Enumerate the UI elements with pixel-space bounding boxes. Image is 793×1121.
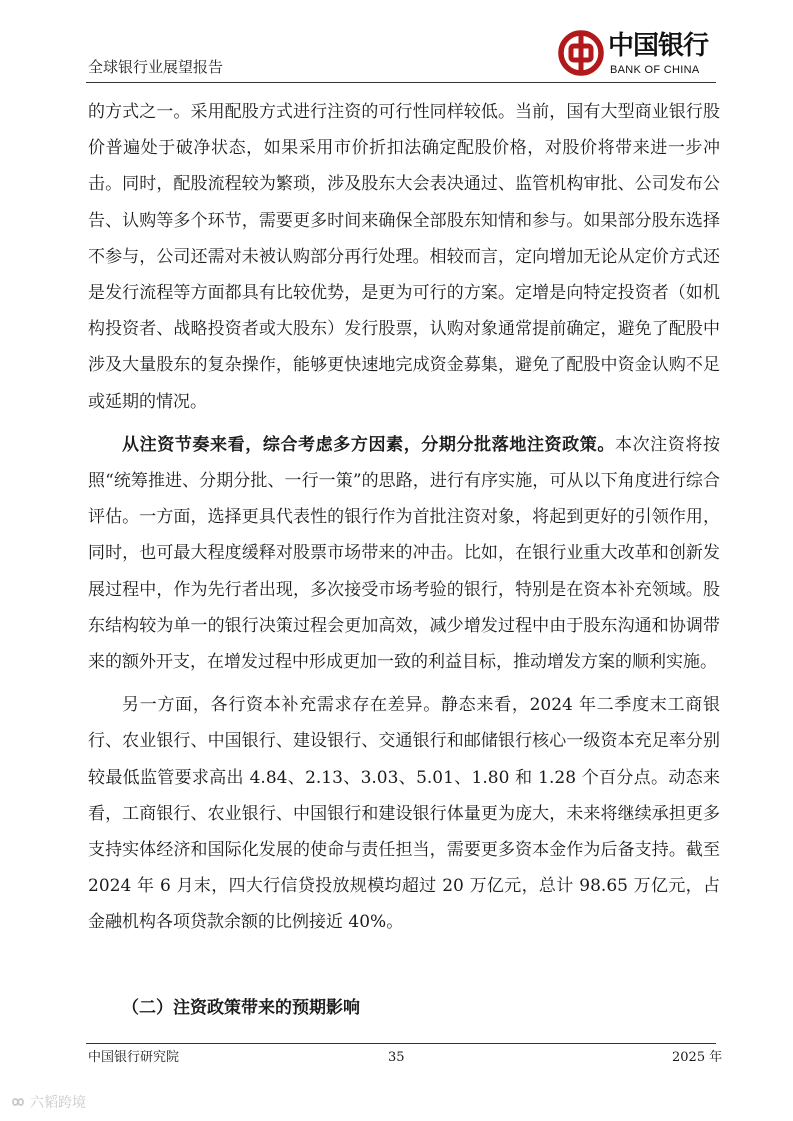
infinity-logo-icon bbox=[8, 1096, 28, 1108]
footer-year: 2025 年 bbox=[672, 1050, 723, 1065]
watermark bbox=[8, 1093, 118, 1113]
paragraph-2-body: 本次注资将按照“统筹推进、分期分批、一行一策”的思路，进行有序实施，可从以下角度进行综合评估。一方面，选择更具代表性的银行作为首批注资对象，将起到更好的引领作用，同时，也可最大程度缓释对股票市场带来的冲击。比如，在银行业重大改革和创新发展过程中，作为先行者出现，多次接受市场考验的银行，特别是在资本补充领域。股东结构较为单一的银行决策过程会更加高效，减少增发过程中由于股东沟通和协调带来的额外开支，在增发过程中形成更加一致的利益目标，推动增发方案的顺利实施。 bbox=[88, 434, 720, 673]
bank-name-english: BANK OF CHINA bbox=[610, 64, 700, 76]
bank-name-chinese: 中国银行 bbox=[608, 31, 709, 61]
paragraph-3: 另一方面，各行资本补充需求存在差异。静态来看，2024 年二季度末工商银行、农业银行、中国银行、建设银行、交通银行和邮储银行核心一级资本充足率分别较最低监管要求高出 4.84、2.13、3.03、5.01、1.80 和 1.28 个百分点。动态来看，工商银行、农业银行、中国银行和建设银行体量更为庞大，未来将继续承担更多支持实体经济和国际化发展的使命与责任担当，需要更多资本金作为后备支持。截至 2024 年 6 月末，四大行信贷投放规模均超过 20 万亿元，总计 98.65 万亿元，占金融机构各项贷款余额的比例接近 40%。 bbox=[88, 695, 720, 933]
footer-organization: 中国银行研究院 bbox=[88, 1050, 180, 1065]
paragraph-2-lead: 从注资节奏来看，综合考虑多方因素，分期分批落地注资政策。 bbox=[122, 434, 615, 455]
watermark-text: 六韬跨境 bbox=[30, 1095, 86, 1111]
bank-logo bbox=[558, 30, 718, 80]
page-number: 35 bbox=[388, 1050, 405, 1065]
body-text bbox=[88, 94, 720, 941]
paragraph-1: 的方式之一。采用配股方式进行注资的可行性同样较低。当前，国有大型商业银行股价普遍处于破净状态，如果采用市价折扣法确定配股价格，对股价将带来进一步冲击。同时，配股流程较为繁琐，涉及股东大会表决通过、监管机构审批、公司发布公告、认购等多个环节，需要更多时间来确保全部股东知情和参与。如果部分股东选择不参与，公司还需对未被认购部分再行处理。相较而言，定向增加无论从定价方式还是发行流程等方面都具有比较优势，是更为可行的方案。定增是向特定投资者（如机构投资者、战略投资者或大股东）发行股票，认购对象通常提前确定，避免了配股中涉及大量股东的复杂操作，能够更快速地完成资金募集，避免了配股中资金认购不足或延期的情况。 bbox=[88, 102, 720, 412]
bank-of-china-emblem-icon bbox=[558, 30, 604, 76]
footer-divider bbox=[86, 1043, 716, 1044]
section-subheading: （二）注资政策带来的预期影响 bbox=[122, 998, 360, 1018]
header-divider bbox=[86, 82, 716, 83]
report-title: 全球银行业展望报告 bbox=[88, 58, 224, 76]
paragraph-2 bbox=[88, 427, 720, 680]
